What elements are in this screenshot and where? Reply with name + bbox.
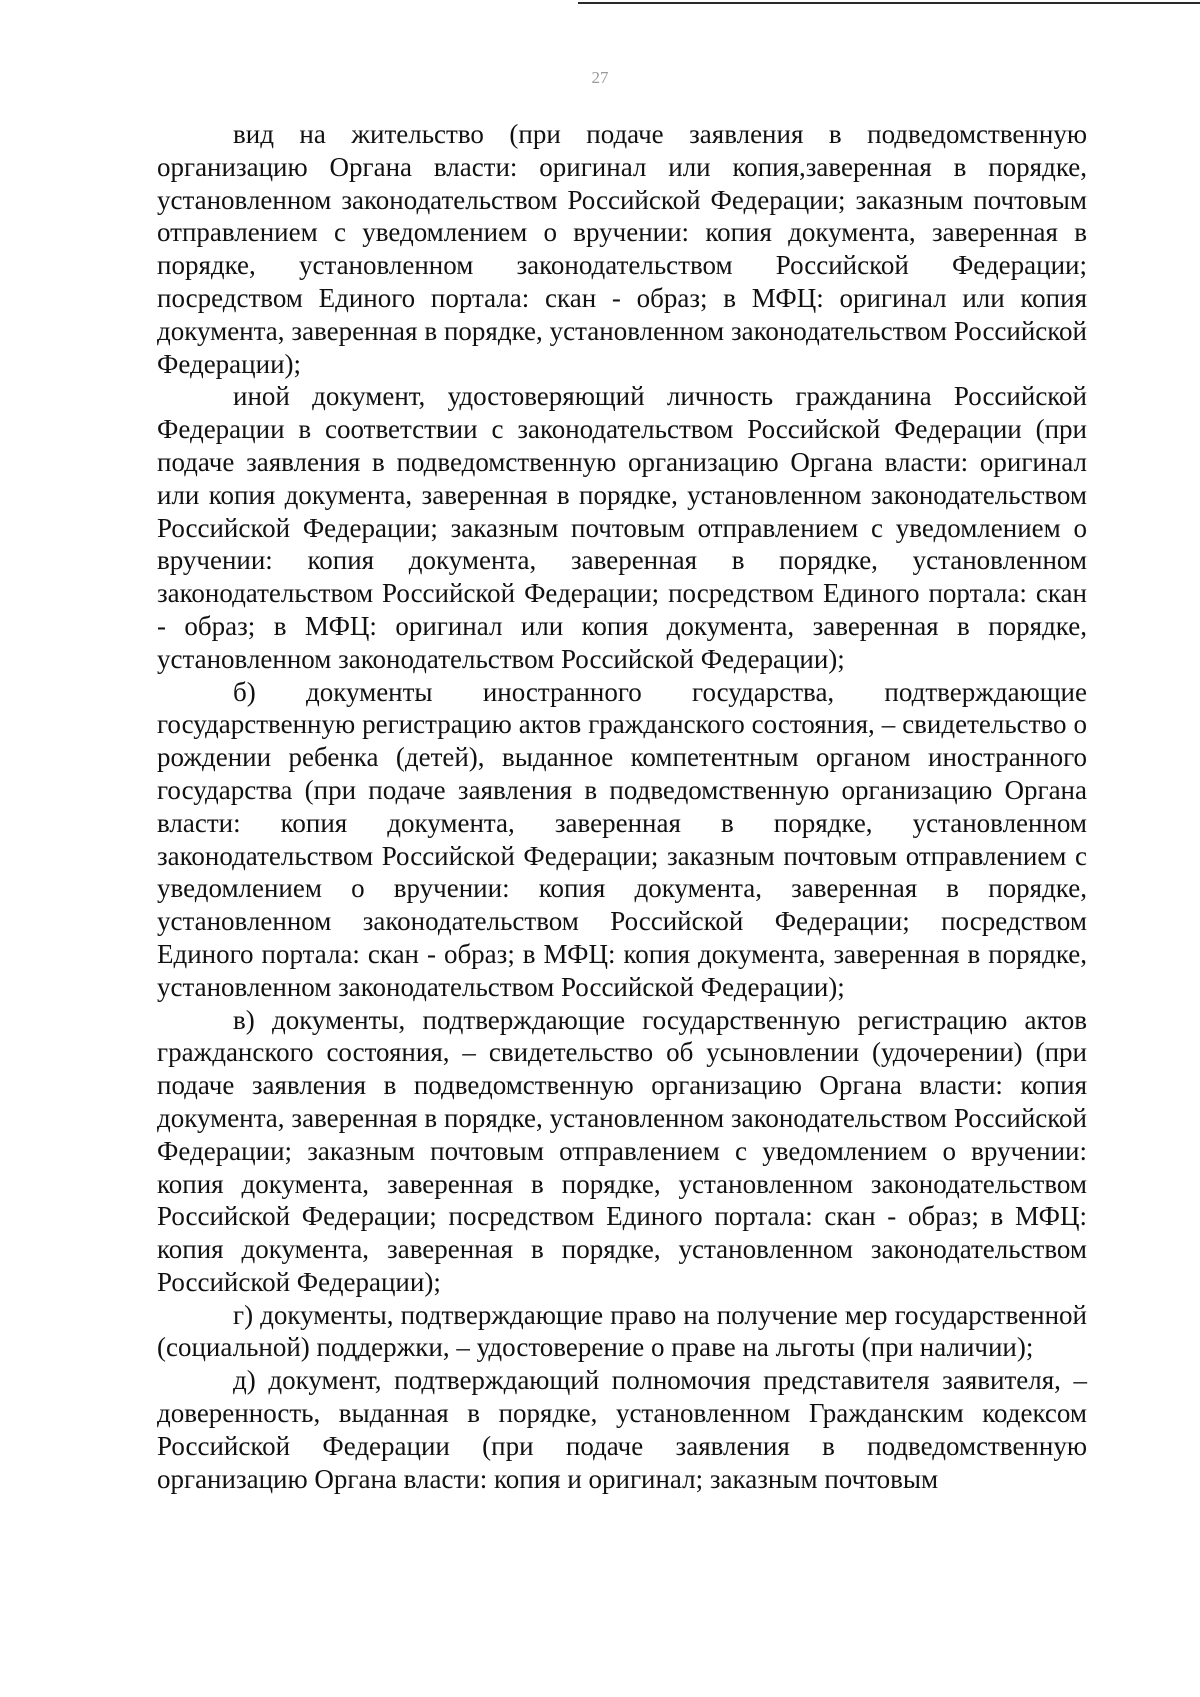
paragraph-residence-permit: вид на жительство (при подаче заявления в подведомственную организацию Органа власти: оригинал или копия,заверенная в порядке, установленном законодательством Российской Федерации; заказным почтовым отправлением с уведомлением о вручении: копия документа, заверенная в порядке, установленном законодательством Российской Федерации; посредством Единого портала: скан - образ; в МФЦ: оригинал или копия документа, заверенная в порядке, установленном законодательством Российской Федерации);: [157, 119, 1087, 379]
paragraph-representative-authority: д) документ, подтверждающий полномочия представителя заявителя, – доверенность, выданная в порядке, установленном Гражданским кодексом Российской Федерации (при подаче заявления в подведомственную организацию Органа власти: копия и оригинал; заказным почтовым: [157, 1365, 1087, 1494]
paragraph-foreign-state-documents: б) документы иностранного государства, подтверждающие государственную регистрацию актов гражданского состояния, – свидетельство о рождении ребенка (детей), выданное компетентным органом иностранного государства (при подаче заявления в подведомственную организацию Органа власти: копия документа, заверенная в порядке, установленном законодательством Российской Федерации; заказным почтовым отправлением с уведомлением о вручении: копия документа, заверенная в порядке, установленном законодательством Российской Федерации; посредством Единого портала: скан - образ; в МФЦ: копия документа, заверенная в порядке, установленном законодательством Российской Федерации);: [157, 676, 1087, 1002]
paragraph-other-identity-document: иной документ, удостоверяющий личность гражданина Российской Федерации в соответствии с законодательством Российской Федерации (при подаче заявления в подведомственную организацию Органа власти: оригинал или копия документа, заверенная в порядке, установленном законодательством Российской Федерации; заказным почтовым отправлением с уведомлением о вручении: копия документа, заверенная в порядке, установленном законодательством Российской Федерации; посредством Единого портала: скан - образ; в МФЦ: оригинал или копия документа, заверенная в порядке, установленном законодательством Российской Федерации);: [157, 381, 1087, 674]
scan-edge-line: [578, 2, 1200, 4]
paragraph-adoption-certificate: в) документы, подтверждающие государственную регистрацию актов гражданского состояния, – свидетельство об усыновлении (удочерении) (при подаче заявления в подведомственную организацию Органа власти: копия документа, заверенная в порядке, установленном законодательством Российской Федерации; заказным почтовым отправлением с уведомлением о вручении: копия документа, заверенная в порядке, установленном законодательством Российской Федерации; посредством Единого портала: скан - образ; в МФЦ: копия документа, заверенная в порядке, установленном законодательством Российской Федерации);: [157, 1004, 1087, 1297]
document-body: [157, 118, 1087, 1495]
paragraph-benefit-right-documents: г) документы, подтверждающие право на получение мер государственной (социальной) поддержки, – удостоверение о праве на льготы (при наличии);: [157, 1299, 1087, 1363]
page-number: 27: [591, 68, 609, 87]
